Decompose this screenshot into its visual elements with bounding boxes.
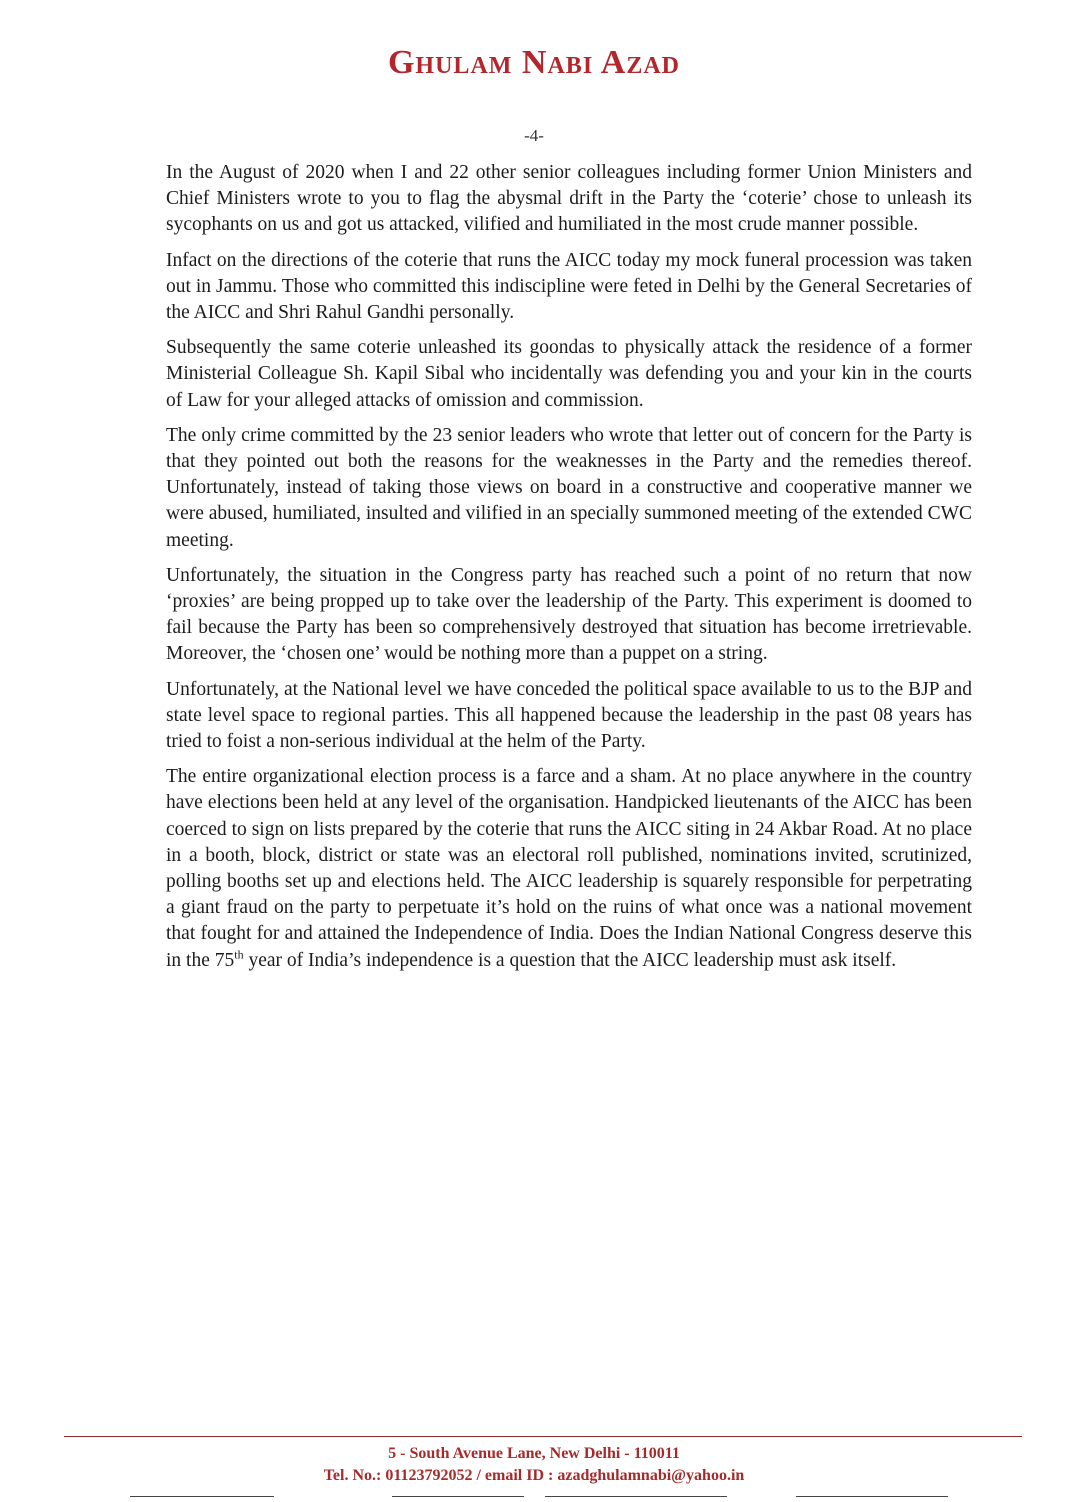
bottom-edge-mark (796, 1496, 948, 1497)
footer (0, 1443, 1068, 1487)
footer-divider (64, 1436, 1022, 1437)
paragraph: The only crime committed by the 23 senior leaders who wrote that letter out of concern for the Party is that they pointed out both the reasons for the weaknesses in the Party and the remedies thereof. Unfortunately, instead of taking those views on board in a constructive and cooperative manner we were abused, humiliated, insulted and vilified in an specially summoned meeting of the extended CWC meeting. (166, 424, 972, 551)
paragraph: Infact on the directions of the coterie that runs the AICC today my mock funeral procession was taken out in Jammu. Those who committed this indiscipline were feted in Delhi by the General Secretaries of the AICC and Shri Rahul Gandhi personally. (166, 249, 972, 324)
footer-address: 5 - South Avenue Lane, New Delhi - 110011 (388, 1445, 680, 1462)
paragraph-last (166, 764, 972, 974)
paragraph-last-text-end: year of India’s independence is a question that the AICC leadership must ask itself. (243, 949, 897, 971)
paragraph: Unfortunately, at the National level we have conceded the political space available to us to the BJP and state level space to regional parties. This all happened because the leadership in the past 08 years has tried to foist a non-serious individual at the helm of the Party. (166, 678, 972, 753)
bottom-edge-mark (545, 1496, 727, 1497)
paragraph: Subsequently the same coterie unleashed its goondas to physically attack the residence of a former Ministerial Colleague Sh. Kapil Sibal who incidentally was defending you and your kin in the courts of Law for your alleged attacks of omission and commission. (166, 337, 972, 411)
letterhead-name: Ghulam Nabi Azad (387, 44, 681, 81)
bottom-edge-mark (392, 1496, 524, 1497)
page-number: -4- (524, 126, 544, 145)
paragraph-last-text: The entire organizational election process is a farce and a sham. At no place anywhere in the country have elections been held at any level of the organisation. Handpicked lieutenants of the AICC has been coerced to sign on lists prepared by the coterie that runs the AICC siting in 24 Akbar Road. At no place in a booth, block, district or state was an electoral roll published, nominations invited, scrutinized, polling booths set up and elections held. The AICC leadership is squarely responsible for perpetrating a giant fraud on the party to perpetuate it’s hold on the ruins of what once was a national movement that fought for and attained the Independence of India. Does the Indian National Congress deserve this in the 75 (166, 766, 972, 971)
letter-body (166, 160, 972, 983)
paragraph: Unfortunately, the situation in the Congress party has reached such a point of no return that now ‘proxies’ are being propped up to take over the leadership of the Party. This experiment is doomed to fail because the Party has been so comprehensively destroyed that situation has become irretrievable. Moreover, the ‘chosen one’ would be nothing more than a puppet on a string. (166, 564, 972, 665)
footer-contact: Tel. No.: 01123792052 / email ID : azadghulamnabi@yahoo.in (323, 1467, 745, 1484)
bottom-edge-mark (130, 1496, 274, 1497)
paragraph: In the August of 2020 when I and 22 other senior colleagues including former Union Ministers and Chief Ministers wrote to you to flag the abysmal drift in the Party the ‘coterie’ chose to unleash its sycophants on us and got us attacked, vilified and humiliated in the most crude manner possible. (166, 162, 972, 236)
ordinal-suffix: th (234, 947, 244, 962)
